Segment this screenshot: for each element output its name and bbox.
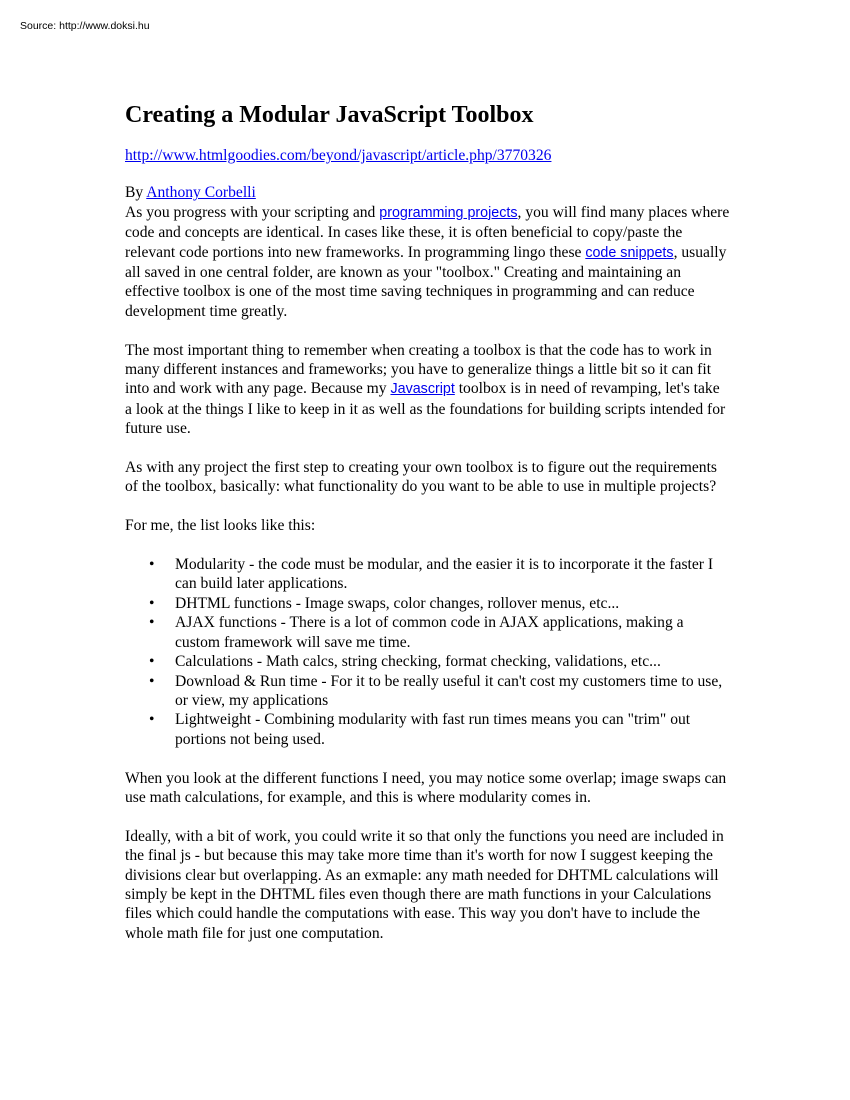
article-title: Creating a Modular JavaScript Toolbox (125, 102, 534, 128)
byline-prefix: By (125, 184, 147, 202)
list-item (149, 613, 730, 652)
list-item-text: Modularity - the code must be modular, and the easier it is to incorporate it the faster I can build later applications. (175, 556, 714, 593)
article-url-line (125, 146, 730, 165)
list-item-text: Lightweight - Combining modularity with fast run times means you can "trim" out portions not being used. (175, 711, 691, 748)
paragraph-text: The most important thing to remember when creating a toolbox is that the code has to work in many different instances and frameworks; you have to generalize things a little bit so it can fit into and work with any page. Because my (125, 341, 712, 398)
programming-projects-link[interactable]: programming projects (379, 204, 518, 221)
paragraph-text: , you will find many places where code and concepts are identical. In cases like these, it is often beneficial to copy/paste the relevant code portions into new frameworks. In programming lingo these (125, 203, 730, 261)
requirements-list (125, 555, 730, 749)
list-item-text: AJAX functions - There is a lot of common code in AJAX applications, making a custom framework will save me time. (175, 614, 684, 651)
paragraph-requirements: As with any project the first step to creating your own toolbox is to figure out the requirements of the toolbox, basically: what functionality do you want to be able to use in multiple projects? (125, 459, 717, 496)
paragraph-text: toolbox is in need of revamping, let's take a look at the things I like to keep in it as well as the foundations for building scripts intended for future use. (125, 380, 726, 438)
paragraph-important (125, 341, 730, 439)
bullet-icon: • (149, 653, 155, 671)
paragraph-text: As you progress with your scripting and (125, 203, 380, 221)
source-note: Source: http://www.doksi.hu (20, 20, 150, 32)
bullet-icon: • (149, 711, 155, 729)
bullet-icon: • (149, 614, 155, 632)
list-item (149, 555, 730, 594)
paragraph-overlap: When you look at the different functions I need, you may notice some overlap; image swaps can use math calculations, for example, and this is where modularity comes in. (125, 769, 727, 806)
list-item (149, 594, 730, 613)
list-item-text: Download & Run time - For it to be really useful it can't cost my customers time to use, or view, my applications (175, 672, 723, 709)
list-item (149, 652, 730, 671)
list-item-text: DHTML functions - Image swaps, color changes, rollover menus, etc... (175, 594, 620, 612)
author-link[interactable]: Anthony Corbelli (146, 184, 256, 202)
list-item-text: Calculations - Math calcs, string checking, format checking, validations, etc... (175, 653, 661, 671)
javascript-link[interactable]: Javascript (390, 381, 455, 398)
byline (125, 183, 730, 202)
paragraph-list-intro: For me, the list looks like this: (125, 517, 316, 535)
bullet-icon: • (149, 556, 155, 574)
bullet-icon: • (149, 672, 155, 690)
bullet-icon: • (149, 594, 155, 612)
paragraph-text: , usually all saved in one central folder, are known as your "toolbox." Creating and maintaining an effective toolbox is one of the most time saving techniques in programming and can reduce development time greatly. (125, 243, 727, 320)
article-url-link[interactable]: http://www.htmlgoodies.com/beyond/javascript/article.php/3770326 (125, 147, 552, 164)
paragraph-ideally: Ideally, with a bit of work, you could write it so that only the functions you need are included in the final js - but because this may take more time than it's worth for now I suggest keeping the divisions clear but overlapping. As an exmaple: any math needed for DHTML calculations will simply be kept in the DHTML files even though there are math functions in your Calculations files which could handle the computations with ease. This way you don't have to include the whole math file for just one computation. (125, 827, 724, 942)
paragraph-intro (125, 203, 730, 321)
code-snippets-link[interactable]: code snippets (585, 244, 674, 261)
list-item (149, 710, 730, 749)
article (125, 98, 730, 943)
list-item (149, 672, 730, 711)
